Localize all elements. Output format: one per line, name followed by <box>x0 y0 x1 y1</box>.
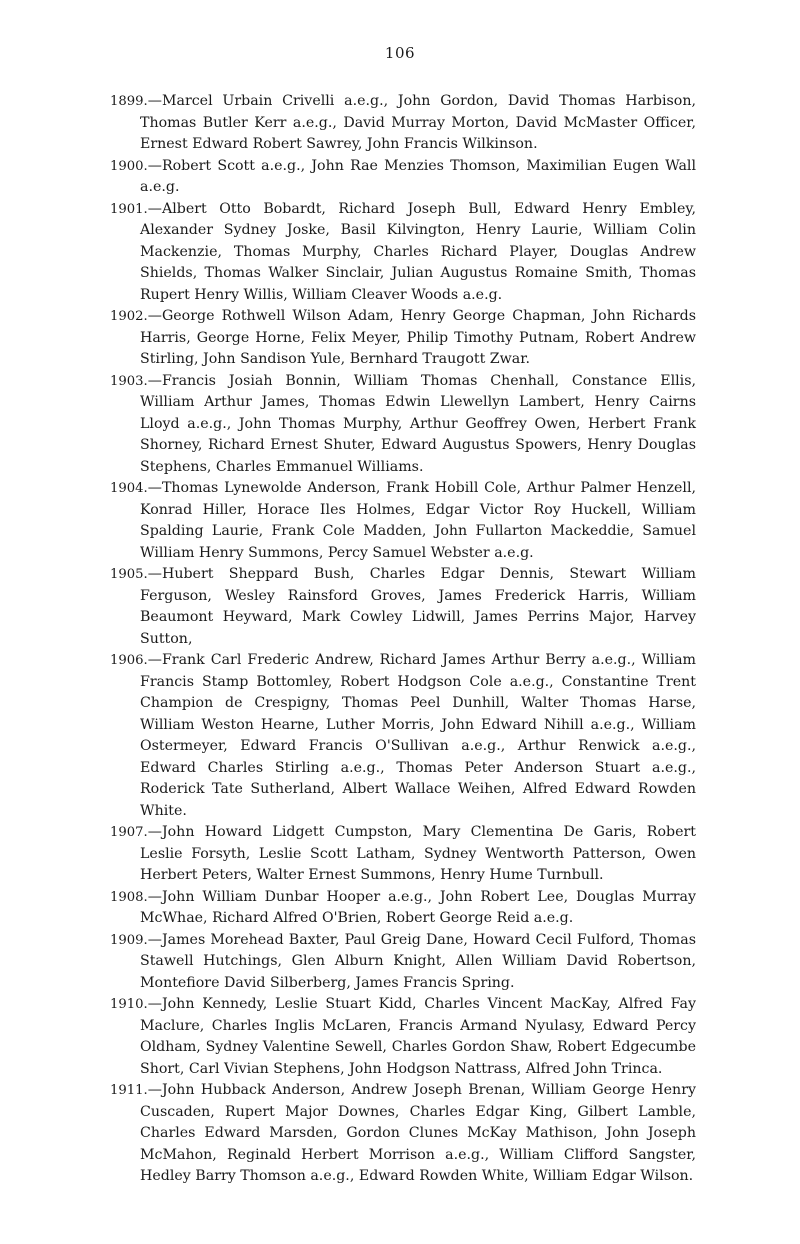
entry-year: 1904. <box>110 481 148 496</box>
entry-names: George Rothwell Wilson Adam, Henry George Chapman, John Richards Harris, George Horne, Felix Meyer, Philip Timothy Putnam, Robert Andrew Stirling, John Sandison Yule, Bernhard Traugott Zwar. <box>140 308 696 367</box>
entry-1905: 1905.—Hubert Sheppard Bush, Charles Edgar Dennis, Stewart William Ferguson, Wesley Rainsford Groves, James Frederick Harris, William Beaumont Heyward, Mark Cowley Lidwill, James Perrins Major, Harvey Sutton, <box>110 566 696 647</box>
entry-names: Robert Scott a.e.g., John Rae Menzies Thomson, Maximilian Eugen Wall a.e.g. <box>140 157 696 195</box>
entry-1910: 1910.—John Kennedy, Leslie Stuart Kidd, Charles Vincent MacKay, Alfred Fay Maclure, Charles Inglis McLaren, Francis Armand Nyulasy, Edward Percy Oldham, Sydney Valentine Sewell, Charles Gordon Shaw, Robert Edgecumbe Short, Carl Vivian Stephens, John Hodgson Nattrass, Alfred John Trinca. <box>110 996 696 1077</box>
entry-year: 1899. <box>110 94 148 109</box>
entry-year: 1908. <box>110 889 148 905</box>
entry-1909: 1909.—James Morehead Baxter, Paul Greig Dane, Howard Cecil Fulford, Thomas Stawell Hutchings, Glen Alburn Knight, Allen William David Robertson, Montefiore David Silberberg, James Francis Spring. <box>110 931 696 991</box>
graduates-list <box>110 91 696 1188</box>
entry-1907: 1907.—John Howard Lidgett Cumpston, Mary Clementina De Garis, Robert Leslie Forsyth, Leslie Scott Latham, Sydney Wentworth Patterson, Owen Herbert Peters, Walter Ernest Summons, Henry Hume Turnbull. <box>110 824 696 883</box>
entry-year: 1909. <box>110 932 148 948</box>
entry-names: Frank Carl Frederic Andrew, Richard James Arthur Berry a.e.g., William Francis Stamp Bottomley, Robert Hodgson Cole a.e.g., Constantine Trent Champion de Crespigny, Thomas Peel Dunhill, Walter Thomas Harse, William Weston Hearne, Luther Morris, John Edward Nihill a.e.g., William Ostermeyer, Edward Francis O'Sullivan a.e.g., Arthur Renwick a.e.g., Edward Charles Stirling a.e.g., Thomas Peter Anderson Stuart a.e.g., Roderick Tate Sutherland, Albert Wallace Weihen, Alfred Edward Rowden White. <box>140 652 696 819</box>
entry-names: John Howard Lidgett Cumpston, Mary Clementina De Garis, Robert Leslie Forsyth, Leslie Scott Latham, Sydney Wentworth Patterson, Owen Herbert Peters, Walter Ernest Summons, Henry Hume Turnbull. <box>140 824 696 883</box>
entry-names: James Morehead Baxter, Paul Greig Dane, Howard Cecil Fulford, Thomas Stawell Hutchings, Glen Alburn Knight, Allen William David Robertson, Montefiore David Silberberg, James Francis Spring. <box>140 931 696 991</box>
page-number: 106 <box>384 44 416 62</box>
entry-names: John Hubback Anderson, Andrew Joseph Brenan, William George Henry Cuscaden, Rupert Major Downes, Charles Edgar King, Gilbert Lamble, Charles Edward Marsden, Gordon Clunes McKay Mathison, John Joseph McMahon, Reginald Herbert Morrison a.e.g., William Clifford Sangster, Hedley Barry Thomson a.e.g., Edward Rowden White, William Edgar Wilson. <box>140 1082 696 1184</box>
entry-names: Albert Otto Bobardt, Richard Joseph Bull, Edward Henry Embley, Alexander Sydney Joske, Basil Kilvington, Henry Laurie, William Colin Mackenzie, Thomas Murphy, Charles Richard Player, Douglas Andrew Shields, Thomas Walker Sinclair, Julian Augustus Romaine Smith, Thomas Rupert Henry Willis, William Cleaver Woods a.e.g. <box>140 200 696 303</box>
entry-1911: 1911.—John Hubback Anderson, Andrew Joseph Brenan, William George Henry Cuscaden, Rupert Major Downes, Charles Edgar King, Gilbert Lamble, Charles Edward Marsden, Gordon Clunes McKay Mathison, John Joseph McMahon, Reginald Herbert Morrison a.e.g., William Clifford Sangster, Hedley Barry Thomson a.e.g., Edward Rowden White, William Edgar Wilson. <box>110 1082 696 1184</box>
entry-year: 1905. <box>110 567 148 582</box>
entry-year: 1902. <box>110 309 148 324</box>
entry-1903: 1903.—Francis Josiah Bonnin, William Thomas Chenhall, Constance Ellis, William Arthur James, Thomas Edwin Llewellyn Lambert, Henry Cairns Lloyd a.e.g., John Thomas Murphy, Arthur Geoffrey Owen, Herbert Frank Shorney, Richard Ernest Shuter, Edward Augustus Spowers, Henry Douglas Stephens, Charles Emmanuel Williams. <box>110 372 696 475</box>
entry-year: 1910. <box>110 997 148 1012</box>
entry-1906: 1906.—Frank Carl Frederic Andrew, Richard James Arthur Berry a.e.g., William Francis Stamp Bottomley, Robert Hodgson Cole a.e.g., Constantine Trent Champion de Crespigny, Thomas Peel Dunhill, Walter Thomas Harse, William Weston Hearne, Luther Morris, John Edward Nihill a.e.g., William Ostermeyer, Edward Francis O'Sullivan a.e.g., Arthur Renwick a.e.g., Edward Charles Stirling a.e.g., Thomas Peter Anderson Stuart a.e.g., Roderick Tate Sutherland, Albert Wallace Weihen, Alfred Edward Rowden White. <box>110 652 696 819</box>
entry-1899: 1899.—Marcel Urbain Crivelli a.e.g., John Gordon, David Thomas Harbison, Thomas Butler Kerr a.e.g., David Murray Morton, David McMaster Officer, Ernest Edward Robert Sawrey, John Francis Wilkinson. <box>110 93 696 152</box>
entry-1902: 1902.—George Rothwell Wilson Adam, Henry George Chapman, John Richards Harris, George Horne, Felix Meyer, Philip Timothy Putnam, Robert Andrew Stirling, John Sandison Yule, Bernhard Traugott Zwar. <box>110 308 696 367</box>
entry-names: John Kennedy, Leslie Stuart Kidd, Charles Vincent MacKay, Alfred Fay Maclure, Charles Inglis McLaren, Francis Armand Nyulasy, Edward Percy Oldham, Sydney Valentine Sewell, Charles Gordon Shaw, Robert Edgecumbe Short, Carl Vivian Stephens, John Hodgson Nattrass, Alfred John Trinca. <box>140 996 696 1077</box>
entry-year: 1901. <box>110 201 148 217</box>
entry-names: John William Dunbar Hooper a.e.g., John Robert Lee, Douglas Murray McWhae, Richard Alfred O'Brien, Robert George Reid a.e.g. <box>140 888 696 926</box>
entry-1900: 1900.—Robert Scott a.e.g., John Rae Menzies Thomson, Maximilian Eugen Wall a.e.g. <box>110 157 696 195</box>
entry-names: Marcel Urbain Crivelli a.e.g., John Gordon, David Thomas Harbison, Thomas Butler Kerr a.e.g., David Murray Morton, David McMaster Officer, Ernest Edward Robert Sawrey, John Francis Wilkinson. <box>140 93 696 152</box>
entry-year: 1903. <box>110 373 148 389</box>
entry-names: Francis Josiah Bonnin, William Thomas Chenhall, Constance Ellis, William Arthur James, Thomas Edwin Llewellyn Lambert, Henry Cairns Lloyd a.e.g., John Thomas Murphy, Arthur Geoffrey Owen, Herbert Frank Shorney, Richard Ernest Shuter, Edward Augustus Spowers, Henry Douglas Stephens, Charles Emmanuel Williams. <box>140 372 696 475</box>
entry-year: 1906. <box>110 653 148 668</box>
entry-year: 1900. <box>110 158 148 174</box>
entry-names: Thomas Lynewolde Anderson, Frank Hobill Cole, Arthur Palmer Henzell, Konrad Hiller, Horace Iles Holmes, Edgar Victor Roy Huckell, William Spalding Laurie, Frank Cole Madden, John Fullarton Mackeddie, Samuel William Henry Summons, Percy Samuel Webster a.e.g. <box>140 480 696 561</box>
entry-1904: 1904.—Thomas Lynewolde Anderson, Frank Hobill Cole, Arthur Palmer Henzell, Konrad Hiller, Horace Iles Holmes, Edgar Victor Roy Huckell, William Spalding Laurie, Frank Cole Madden, John Fullarton Mackeddie, Samuel William Henry Summons, Percy Samuel Webster a.e.g. <box>110 480 696 561</box>
entry-year: 1907. <box>110 825 148 840</box>
entry-1908: 1908.—John William Dunbar Hooper a.e.g., John Robert Lee, Douglas Murray McWhae, Richard Alfred O'Brien, Robert George Reid a.e.g. <box>110 888 696 926</box>
entry-year: 1911. <box>110 1083 148 1098</box>
entry-1901: 1901.—Albert Otto Bobardt, Richard Joseph Bull, Edward Henry Embley, Alexander Sydney Joske, Basil Kilvington, Henry Laurie, William Colin Mackenzie, Thomas Murphy, Charles Richard Player, Douglas Andrew Shields, Thomas Walker Sinclair, Julian Augustus Romaine Smith, Thomas Rupert Henry Willis, William Cleaver Woods a.e.g. <box>110 200 696 303</box>
entry-names: Hubert Sheppard Bush, Charles Edgar Dennis, Stewart William Ferguson, Wesley Rainsford Groves, James Frederick Harris, William Beaumont Heyward, Mark Cowley Lidwill, James Perrins Major, Harvey Sutton, <box>140 566 696 647</box>
